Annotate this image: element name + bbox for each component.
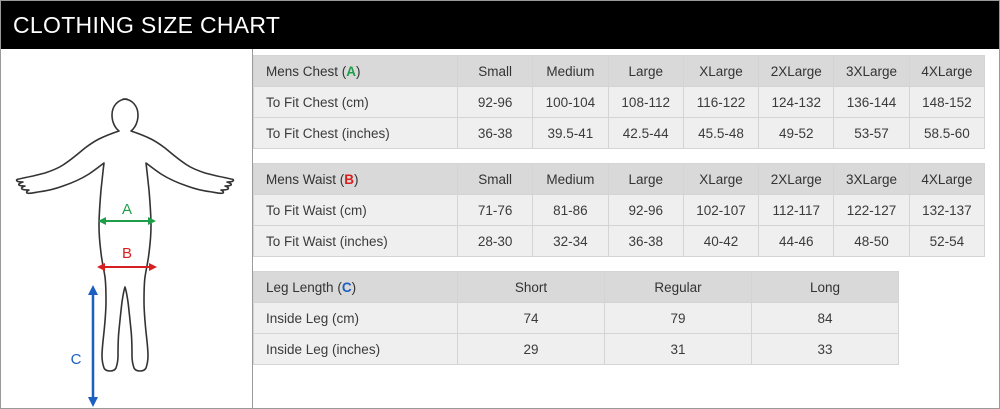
row-value: 108-112 [608,87,683,118]
row-label: To Fit Waist (inches) [254,226,458,257]
table-row [254,195,985,226]
size-header-cell: 2XLarge [759,56,834,87]
row-value: 148-152 [909,87,984,118]
row-value: 32-34 [533,226,608,257]
table-row [254,334,899,365]
row-value: 36-38 [458,118,533,149]
table-leg-length [253,271,899,365]
size-header-cell: Small [458,164,533,195]
row-label: To Fit Chest (cm) [254,87,458,118]
row-value: 40-42 [683,226,758,257]
chest-measure-arrow [98,217,156,225]
row-value: 31 [605,334,752,365]
table-title-close: ) [356,63,361,79]
row-value: 53-57 [834,118,909,149]
row-value: 112-117 [759,195,834,226]
table-title-close: ) [354,171,359,187]
row-value: 74 [458,303,605,334]
table-code-letter: B [344,171,355,187]
table-title-cell [254,164,458,195]
inside-leg-label-c: C [70,351,82,368]
size-header-cell: Short [458,272,605,303]
row-value: 81-86 [533,195,608,226]
row-value: 100-104 [533,87,608,118]
table-code-letter: C [341,279,352,295]
tables-pane [253,49,999,408]
inside-leg-measure-arrow [88,285,98,407]
row-value: 136-144 [834,87,909,118]
row-value: 48-50 [834,226,909,257]
table-title-text: Mens Waist ( [266,171,345,187]
table-title-cell [254,272,458,303]
size-header-cell: Medium [533,164,608,195]
table-header-row [254,272,899,303]
table-row [254,87,985,118]
row-value: 52-54 [909,226,984,257]
body-diagram [1,49,253,408]
size-header-cell: Small [458,56,533,87]
table-row [254,303,899,334]
row-label: Inside Leg (inches) [254,334,458,365]
size-header-cell: Large [608,56,683,87]
row-value: 102-107 [683,195,758,226]
size-header-cell: Medium [533,56,608,87]
row-value: 92-96 [608,195,683,226]
table-row [254,118,985,149]
size-header-cell: 3XLarge [834,56,909,87]
row-value: 79 [605,303,752,334]
row-value: 39.5-41 [533,118,608,149]
row-value: 28-30 [458,226,533,257]
table-row [254,226,985,257]
row-value: 44-46 [759,226,834,257]
page-header [1,1,999,49]
row-value: 124-132 [759,87,834,118]
row-label: Inside Leg (cm) [254,303,458,334]
row-value: 92-96 [458,87,533,118]
table-title-text: Leg Length ( [266,279,342,295]
size-header-cell: 3XLarge [834,164,909,195]
size-header-cell: Regular [605,272,752,303]
size-header-cell: XLarge [683,56,758,87]
row-label: To Fit Waist (cm) [254,195,458,226]
row-value: 122-127 [834,195,909,226]
row-value: 58.5-60 [909,118,984,149]
row-label: To Fit Chest (inches) [254,118,458,149]
row-value: 36-38 [608,226,683,257]
size-header-cell: XLarge [683,164,758,195]
table-mens-chest [253,55,985,149]
row-value: 45.5-48 [683,118,758,149]
table-code-letter: A [346,63,357,79]
chart-body [1,49,999,408]
table-title-text: Mens Chest ( [266,63,347,79]
page-title: CLOTHING SIZE CHART [13,11,281,38]
row-value: 71-76 [458,195,533,226]
row-value: 42.5-44 [608,118,683,149]
row-value: 116-122 [683,87,758,118]
table-header-row [254,164,985,195]
size-header-cell: 2XLarge [759,164,834,195]
row-value: 33 [752,334,899,365]
row-value: 49-52 [759,118,834,149]
size-header-cell: Large [608,164,683,195]
row-value: 84 [752,303,899,334]
table-title-cell [254,56,458,87]
table-mens-waist [253,163,985,257]
size-header-cell: 4XLarge [909,56,984,87]
body-figure-pane [1,49,253,408]
size-header-cell: 4XLarge [909,164,984,195]
size-header-cell: Long [752,272,899,303]
waist-label-b: B [121,245,133,262]
row-value: 29 [458,334,605,365]
table-header-row [254,56,985,87]
table-title-close: ) [351,279,357,295]
row-value: 132-137 [909,195,984,226]
chest-label-a: A [121,201,133,218]
